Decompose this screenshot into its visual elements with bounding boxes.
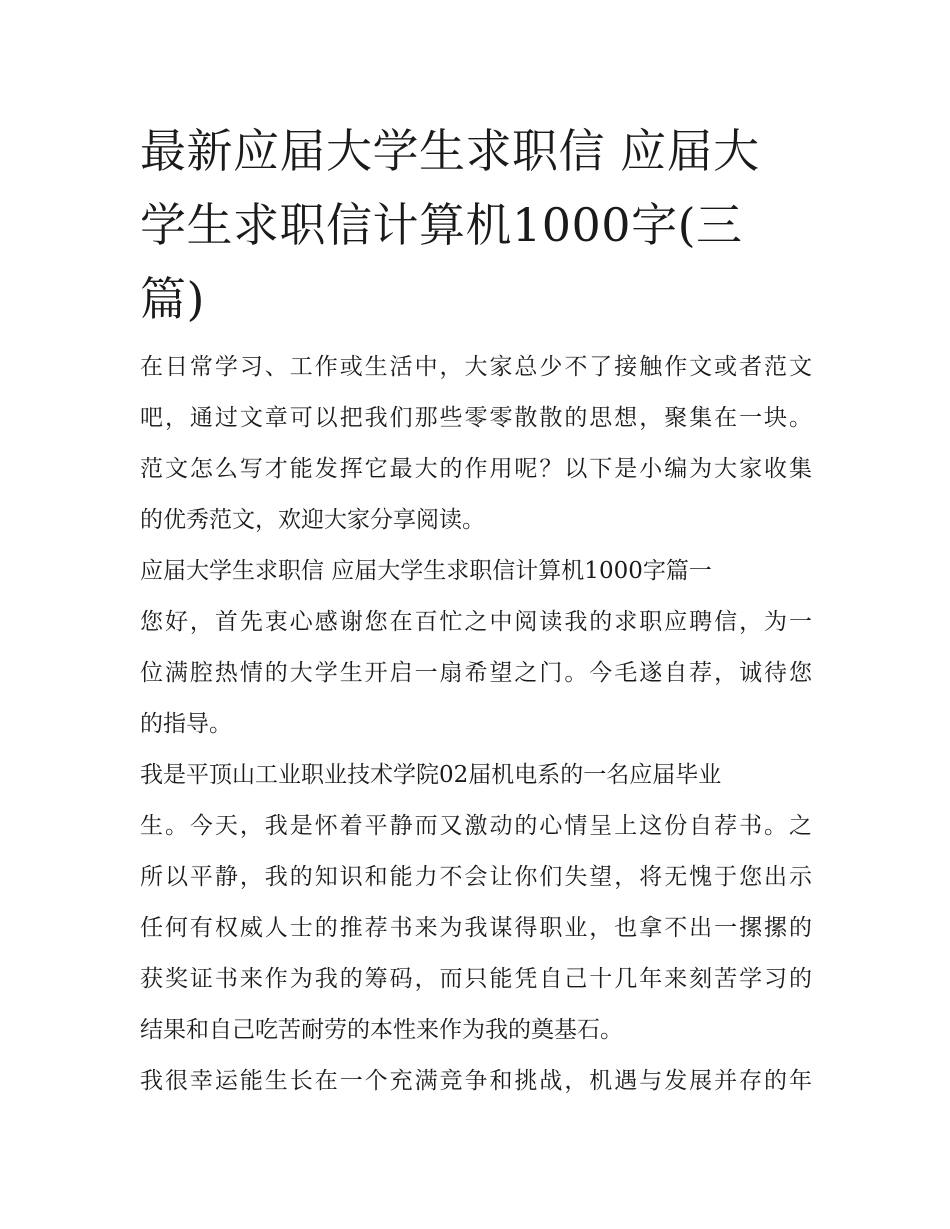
greeting-line: 您好，首先衷心感谢您在百忙之中阅读我的求职应聘信，为一 <box>140 609 812 635</box>
self-intro-paragraph <box>140 750 812 1056</box>
self-intro-line: 我是平顶山工业职业技术学院02届机电系的一名应届毕业 <box>140 762 722 788</box>
document-body <box>140 114 812 1107</box>
section-heading: 应届大学生求职信 应届大学生求职信计算机1000字篇一 <box>140 558 712 584</box>
greeting-line: 位满腔热情的大学生开启一扇希望之门。今毛遂自荐，诚待您 <box>140 660 812 686</box>
closing-paragraph <box>140 1056 812 1107</box>
intro-line: 在日常学习、工作或生活中，大家总少不了接触作文或者范文 <box>140 354 812 380</box>
self-intro-line: 获奖证书来作为我的筹码，而只能凭自己十几年来刻苦学习的 <box>140 966 812 992</box>
greeting-line: 的指导。 <box>140 711 232 737</box>
document-title <box>140 114 812 336</box>
intro-line: 吧，通过文章可以把我们那些零零散散的思想，聚集在一块。 <box>140 405 812 431</box>
self-intro-line: 生。今天，我是怀着平静而又激动的心情呈上这份自荐书。之 <box>140 813 812 839</box>
intro-line: 的优秀范文，欢迎大家分享阅读。 <box>140 507 485 533</box>
title-line: 篇) <box>140 272 205 326</box>
closing-line: 我很幸运能生长在一个充满竞争和挑战，机遇与发展并存的年 <box>140 1068 812 1094</box>
title-line: 学生求职信计算机1000字(三 <box>140 198 743 252</box>
title-line: 最新应届大学生求职信 应届大 <box>140 124 760 178</box>
intro-line: 范文怎么写才能发挥它最大的作用呢？以下是小编为大家收集 <box>140 456 812 482</box>
self-intro-line: 所以平静，我的知识和能力不会让你们失望，将无愧于您出示 <box>140 864 812 890</box>
greeting-paragraph <box>140 597 812 750</box>
self-intro-line: 任何有权威人士的推荐书来为我谋得职业，也拿不出一摞摞的 <box>140 915 812 941</box>
intro-paragraph <box>140 342 812 546</box>
self-intro-line: 结果和自己吃苦耐劳的本性来作为我的奠基石。 <box>140 1017 623 1043</box>
